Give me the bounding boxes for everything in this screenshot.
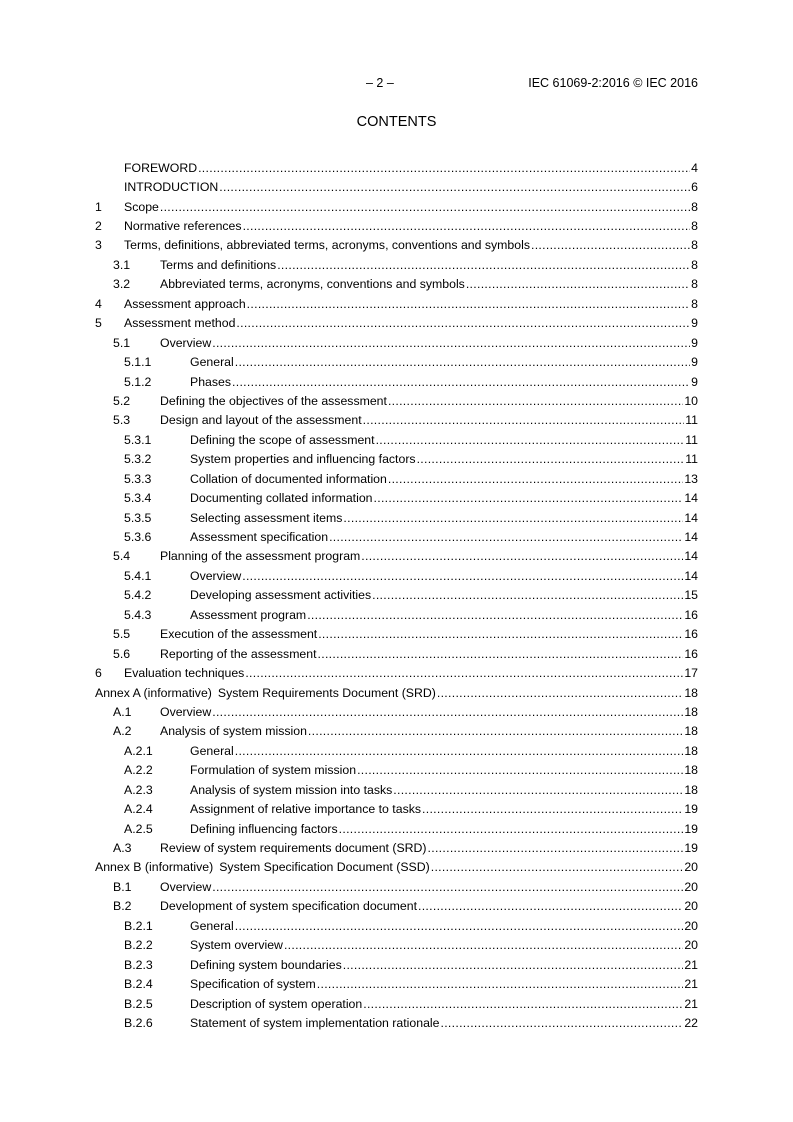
toc-entry-title: System Specification Document (SSD) xyxy=(219,860,430,875)
toc-entry-title: Statement of system implementation rationale xyxy=(190,1015,440,1030)
toc-entry[interactable] xyxy=(95,644,698,663)
toc-dot-leader xyxy=(198,161,690,175)
toc-entry[interactable] xyxy=(95,566,698,585)
toc-entry-page: 4 xyxy=(691,160,698,175)
toc-entry-page: 11 xyxy=(685,413,698,428)
toc-entry-title: Defining the objectives of the assessment xyxy=(160,393,387,408)
toc-entry-page: 8 xyxy=(691,257,698,272)
toc-entry-title: FOREWORD xyxy=(124,160,198,175)
toc-entry-page: 9 xyxy=(691,316,698,331)
toc-entry[interactable] xyxy=(95,294,698,313)
toc-entry[interactable] xyxy=(95,858,698,877)
toc-entry[interactable] xyxy=(95,352,698,371)
toc-entry-number: 1 xyxy=(95,199,102,214)
toc-entry[interactable] xyxy=(95,177,698,196)
toc-entry-title: Assessment method xyxy=(124,316,236,331)
toc-entry-title: Reporting of the assessment xyxy=(160,646,317,661)
toc-entry[interactable] xyxy=(95,430,698,449)
toc-entry-page: 21 xyxy=(684,957,698,972)
toc-entry-number: B.2.1 xyxy=(124,918,153,933)
toc-entry-page: 22 xyxy=(684,1015,698,1030)
toc-dot-leader xyxy=(343,511,683,525)
toc-entry[interactable] xyxy=(95,391,698,410)
toc-annex-label: Annex B (informative) xyxy=(95,860,214,875)
toc-entry[interactable] xyxy=(95,897,698,916)
toc-entry-title: Evaluation techniques xyxy=(124,666,245,681)
toc-entry[interactable] xyxy=(95,547,698,566)
toc-entry[interactable] xyxy=(95,314,698,333)
toc-entry-number: A.2.4 xyxy=(124,802,153,817)
toc-dot-leader xyxy=(212,336,690,350)
toc-entry[interactable] xyxy=(95,255,698,274)
toc-entry[interactable] xyxy=(95,722,698,741)
toc-entry-page: 9 xyxy=(691,374,698,389)
toc-dot-leader xyxy=(388,472,683,486)
toc-entry-page: 8 xyxy=(691,199,698,214)
toc-dot-leader xyxy=(357,763,683,777)
toc-dot-leader xyxy=(437,686,683,700)
toc-dot-leader xyxy=(376,433,685,447)
toc-dot-leader xyxy=(235,355,690,369)
toc-entry-title: General xyxy=(190,743,234,758)
toc-entry-title: Description of system operation xyxy=(190,996,363,1011)
toc-entry-number: B.2.4 xyxy=(124,977,153,992)
toc-entry-number: A.2.3 xyxy=(124,782,153,797)
toc-entry-page: 18 xyxy=(684,763,698,778)
toc-dot-leader xyxy=(236,316,690,330)
toc-entry-title: Normative references xyxy=(124,219,242,234)
toc-dot-leader xyxy=(363,413,685,427)
toc-entry[interactable] xyxy=(95,955,698,974)
toc-entry-number: 5.4.1 xyxy=(124,568,152,583)
toc-entry-title: Review of system requirements document (SRD) xyxy=(160,841,427,856)
toc-entry-title: Planning of the assessment program xyxy=(160,549,361,564)
toc-entry-page: 18 xyxy=(684,724,698,739)
toc-entry-title: Developing assessment activities xyxy=(190,588,372,603)
toc-entry[interactable] xyxy=(95,236,698,255)
toc-entry-page: 17 xyxy=(684,666,698,681)
toc-entry-title: INTRODUCTION xyxy=(124,180,219,195)
toc-entry-page: 19 xyxy=(684,821,698,836)
toc-entry-number: 5.6 xyxy=(113,646,131,661)
toc-entry-title: General xyxy=(190,355,234,370)
toc-entry-page: 19 xyxy=(684,802,698,817)
toc-entry[interactable] xyxy=(95,372,698,391)
toc-entry-title: General xyxy=(190,918,234,933)
toc-entry-title: Analysis of system mission xyxy=(160,724,307,739)
toc-entry-page: 14 xyxy=(684,549,698,564)
toc-entry-title: Defining influencing factors xyxy=(190,821,338,836)
toc-entry-title: Abbreviated terms, acronyms, conventions and symbols xyxy=(160,277,465,292)
toc-dot-leader xyxy=(531,238,690,252)
toc-dot-leader xyxy=(318,627,683,641)
toc-entry-number: 5.1 xyxy=(113,335,131,350)
toc-entry-number: 6 xyxy=(95,666,102,681)
toc-entry-title: Overview xyxy=(160,879,212,894)
toc-entry[interactable] xyxy=(95,838,698,857)
toc-entry-title: Terms, definitions, abbreviated terms, acronyms, conventions and symbols xyxy=(124,238,530,253)
toc-dot-leader xyxy=(277,258,690,272)
toc-entry-page: 18 xyxy=(684,685,698,700)
toc-entry[interactable] xyxy=(95,761,698,780)
toc-dot-leader xyxy=(243,219,691,233)
toc-entry-page: 15 xyxy=(684,588,698,603)
page-number: – 2 – xyxy=(366,76,394,90)
toc-entry[interactable] xyxy=(95,994,698,1013)
toc-entry-title: Defining system boundaries xyxy=(190,957,342,972)
toc-entry-title: Development of system specification document xyxy=(160,899,417,914)
toc-entry-title: Overview xyxy=(160,704,212,719)
toc-entry[interactable] xyxy=(95,974,698,993)
toc-entry-page: 6 xyxy=(691,180,698,195)
toc-entry-number: B.2.3 xyxy=(124,957,153,972)
toc-entry-title: Design and layout of the assessment xyxy=(160,413,362,428)
toc-dot-leader xyxy=(393,783,683,797)
toc-entry-title: Specification of system xyxy=(190,977,316,992)
toc-entry[interactable] xyxy=(95,819,698,838)
toc-entry-title: Defining the scope of assessment xyxy=(190,432,375,447)
toc-entry[interactable] xyxy=(95,936,698,955)
toc-dot-leader xyxy=(242,569,683,583)
toc-entry-page: 13 xyxy=(684,471,698,486)
toc-entry-page: 16 xyxy=(684,646,698,661)
toc-dot-leader xyxy=(329,530,683,544)
toc-dot-leader xyxy=(388,394,683,408)
toc-entry[interactable] xyxy=(95,663,698,682)
toc-entry-title: Execution of the assessment xyxy=(160,627,318,642)
toc-entry-number: A.3 xyxy=(113,841,132,856)
toc-entry[interactable] xyxy=(95,625,698,644)
toc-dot-leader xyxy=(235,744,684,758)
toc-entry[interactable] xyxy=(95,508,698,527)
toc-entry-number: 5.3.4 xyxy=(124,491,152,506)
toc-entry-title: Overview xyxy=(160,335,212,350)
toc-entry-number: 5.2 xyxy=(113,393,131,408)
toc-dot-leader xyxy=(317,977,684,991)
toc-entry-number: 5.4.2 xyxy=(124,588,152,603)
toc-entry-title: Documenting collated information xyxy=(190,491,373,506)
toc-dot-leader xyxy=(374,491,684,505)
toc-entry-number: 5 xyxy=(95,316,102,331)
toc-entry-title: Assessment approach xyxy=(124,296,246,311)
toc-entry-page: 20 xyxy=(684,860,698,875)
toc-dot-leader xyxy=(284,938,683,952)
toc-entry-number: 5.3.5 xyxy=(124,510,152,525)
toc-entry-number: 3 xyxy=(95,238,102,253)
toc-entry[interactable] xyxy=(95,469,698,488)
toc-entry[interactable] xyxy=(95,488,698,507)
toc-entry-title: Selecting assessment items xyxy=(190,510,343,525)
toc-entry-number: 5.3.1 xyxy=(124,432,152,447)
toc-entry-page: 8 xyxy=(691,238,698,253)
toc-entry-title: System Requirements Document (SRD) xyxy=(217,685,436,700)
toc-entry[interactable] xyxy=(95,450,698,469)
toc-entry[interactable] xyxy=(95,411,698,430)
toc-entry-page: 8 xyxy=(691,296,698,311)
toc-dot-leader xyxy=(440,1016,683,1030)
toc-dot-leader xyxy=(232,375,690,389)
toc-dot-leader xyxy=(235,919,684,933)
toc-entry-number: 2 xyxy=(95,219,102,234)
toc-entry[interactable] xyxy=(95,197,698,216)
toc-dot-leader xyxy=(219,180,690,194)
toc-entry-number: A.1 xyxy=(113,704,132,719)
toc-dot-leader xyxy=(372,588,683,602)
toc-entry-number: 5.5 xyxy=(113,627,131,642)
toc-dot-leader xyxy=(417,452,685,466)
toc-entry[interactable] xyxy=(95,333,698,352)
toc-entry-number: B.2.2 xyxy=(124,938,153,953)
toc-dot-leader xyxy=(343,958,684,972)
toc-entry[interactable] xyxy=(95,158,698,177)
toc-entry-number: 5.1.2 xyxy=(124,374,152,389)
toc-entry-number: 5.1.1 xyxy=(124,355,152,370)
toc-entry[interactable] xyxy=(95,605,698,624)
toc-dot-leader xyxy=(160,200,690,214)
toc-entry[interactable] xyxy=(95,527,698,546)
page-title: CONTENTS xyxy=(356,114,437,130)
toc-dot-leader xyxy=(245,666,683,680)
toc-entry[interactable] xyxy=(95,780,698,799)
toc-entry-page: 10 xyxy=(684,393,698,408)
toc-entry-number: 5.3.6 xyxy=(124,530,152,545)
toc-entry-title: Assessment specification xyxy=(190,530,329,545)
toc-entry-title: Assessment program xyxy=(190,607,307,622)
toc-entry[interactable] xyxy=(95,586,698,605)
toc-entry-page: 19 xyxy=(684,841,698,856)
toc-entry-title: Phases xyxy=(190,374,232,389)
toc-entry-number: 5.4 xyxy=(113,549,131,564)
table-of-contents xyxy=(95,158,698,1033)
toc-entry-number: A.2.2 xyxy=(124,763,153,778)
toc-dot-leader xyxy=(212,705,683,719)
toc-entry[interactable] xyxy=(95,916,698,935)
toc-entry-number: 3.1 xyxy=(113,257,131,272)
toc-entry-title: System properties and influencing factors xyxy=(190,452,416,467)
toc-dot-leader xyxy=(466,277,690,291)
toc-entry-number: B.2 xyxy=(113,899,132,914)
toc-entry-title: Formulation of system mission xyxy=(190,763,357,778)
toc-entry-page: 18 xyxy=(684,782,698,797)
toc-entry-number: 5.3.3 xyxy=(124,471,152,486)
toc-entry-page: 16 xyxy=(684,627,698,642)
toc-entry-number: 4 xyxy=(95,296,102,311)
toc-entry-number: A.2.1 xyxy=(124,743,153,758)
toc-entry-number: A.2 xyxy=(113,724,132,739)
toc-dot-leader xyxy=(212,880,683,894)
toc-entry-number: B.2.5 xyxy=(124,996,153,1011)
toc-entry-title: Terms and definitions xyxy=(160,257,277,272)
toc-entry-title: Overview xyxy=(190,568,242,583)
toc-entry-page: 20 xyxy=(684,879,698,894)
toc-entry-number: B.1 xyxy=(113,879,132,894)
toc-entry-number: 5.4.3 xyxy=(124,607,152,622)
toc-annex-label: Annex A (informative) xyxy=(95,685,212,700)
toc-entry[interactable] xyxy=(95,702,698,721)
toc-entry-page: 11 xyxy=(685,452,698,467)
toc-entry-page: 16 xyxy=(684,607,698,622)
toc-entry[interactable] xyxy=(95,216,698,235)
toc-entry-page: 8 xyxy=(691,277,698,292)
toc-entry[interactable] xyxy=(95,1013,698,1032)
toc-entry-page: 20 xyxy=(684,899,698,914)
toc-entry-page: 20 xyxy=(684,938,698,953)
toc-entry-number: 5.3.2 xyxy=(124,452,152,467)
toc-entry-title: System overview xyxy=(190,938,283,953)
toc-dot-leader xyxy=(363,997,683,1011)
toc-entry[interactable] xyxy=(95,741,698,760)
toc-entry-number: B.2.6 xyxy=(124,1015,153,1030)
toc-entry[interactable] xyxy=(95,877,698,896)
toc-dot-leader xyxy=(247,297,690,311)
toc-dot-leader xyxy=(308,724,683,738)
toc-dot-leader xyxy=(318,647,684,661)
toc-entry-page: 20 xyxy=(684,918,698,933)
toc-entry-page: 21 xyxy=(684,977,698,992)
toc-dot-leader xyxy=(307,608,683,622)
toc-entry[interactable] xyxy=(95,799,698,818)
toc-entry-number: 5.3 xyxy=(113,413,131,428)
document-reference: IEC 61069-2:2016 © IEC 2016 xyxy=(528,76,698,90)
toc-entry-page: 14 xyxy=(684,491,698,506)
toc-dot-leader xyxy=(361,549,683,563)
toc-dot-leader xyxy=(418,899,683,913)
toc-dot-leader xyxy=(422,802,683,816)
toc-entry[interactable] xyxy=(95,683,698,702)
toc-entry-page: 11 xyxy=(685,432,698,447)
toc-entry-title: Collation of documented information xyxy=(190,471,387,486)
toc-entry-page: 14 xyxy=(684,530,698,545)
toc-entry-page: 9 xyxy=(691,355,698,370)
toc-entry-page: 21 xyxy=(684,996,698,1011)
toc-entry-number: A.2.5 xyxy=(124,821,153,836)
toc-entry-title: Scope xyxy=(124,199,159,214)
toc-entry-title: Assignment of relative importance to tasks xyxy=(190,802,422,817)
toc-entry-number: 3.2 xyxy=(113,277,131,292)
toc-entry-page: 14 xyxy=(684,510,698,525)
toc-entry-page: 8 xyxy=(691,219,698,234)
toc-entry-page: 9 xyxy=(691,335,698,350)
toc-entry-page: 18 xyxy=(684,704,698,719)
toc-entry-title: Analysis of system mission into tasks xyxy=(190,782,393,797)
toc-entry-page: 18 xyxy=(684,743,698,758)
toc-entry-page: 14 xyxy=(684,568,698,583)
toc-dot-leader xyxy=(339,822,684,836)
toc-dot-leader xyxy=(431,860,684,874)
toc-entry[interactable] xyxy=(95,275,698,294)
toc-dot-leader xyxy=(428,841,684,855)
